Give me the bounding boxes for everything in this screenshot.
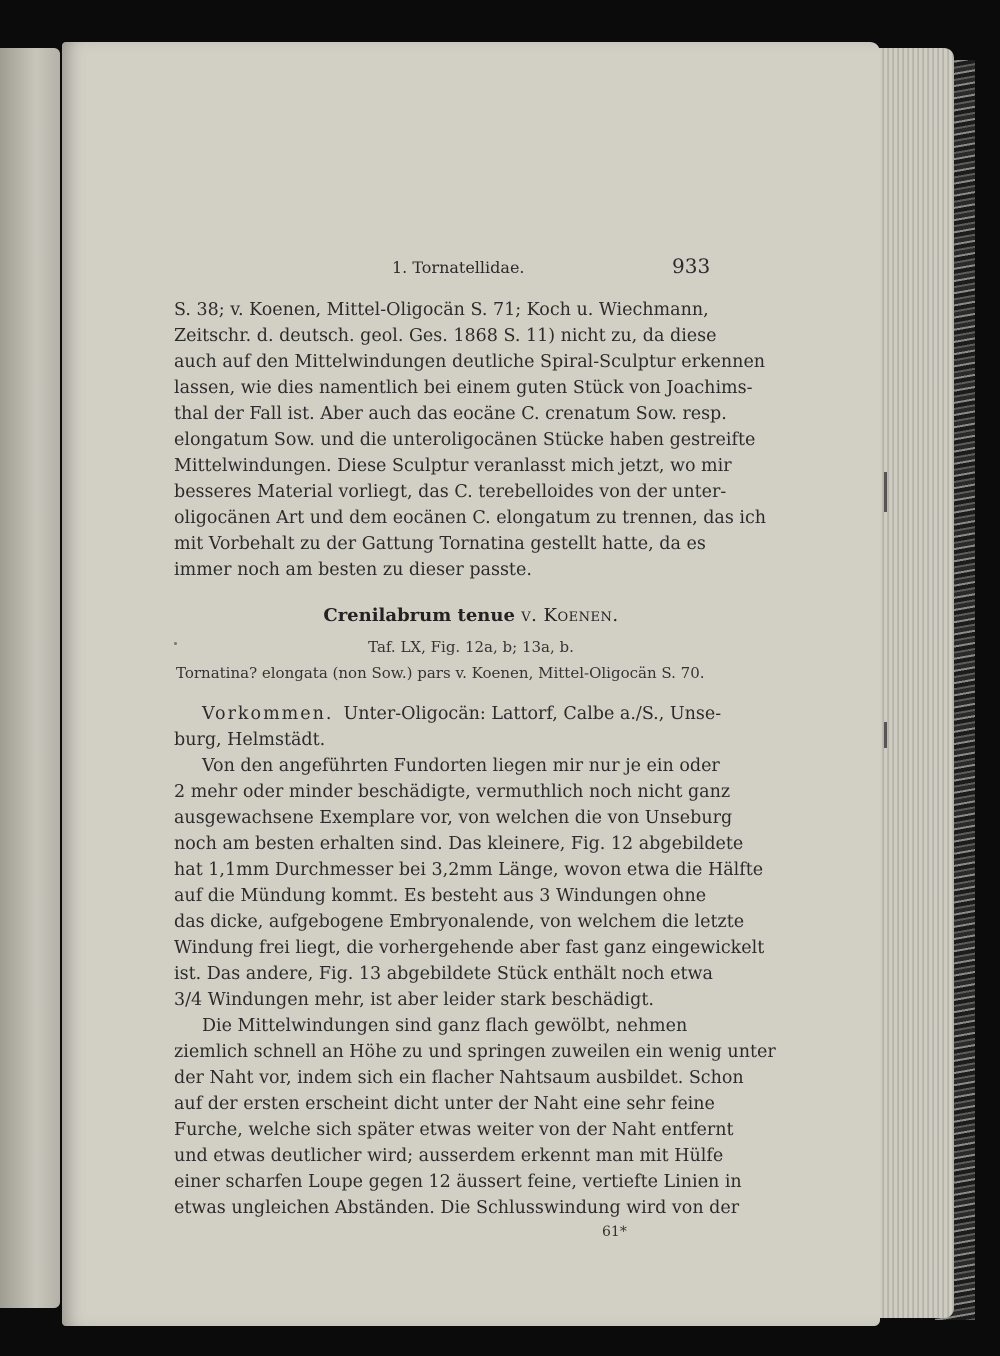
species-name: Crenilabrum tenue [323, 605, 515, 626]
text-line: 3/4 Windungen mehr, ist aber leider stark beschädigt. [174, 990, 654, 1010]
occurrence-label: Vorkommen. [202, 704, 334, 724]
text-line: Furche, welche sich später etwas weiter von der Naht entfernt [174, 1120, 734, 1140]
text-line: das dicke, aufgebogene Embryonalende, von welchem die letzte [174, 912, 745, 932]
text-line: Die Mittelwindungen sind ganz flach gewölbt, nehmen [202, 1016, 688, 1036]
text-line: einer scharfen Loupe gegen 12 äussert feine, vertiefte Linien in [174, 1172, 742, 1192]
text-line: ausgewachsene Exemplare vor, von welchen die von Unseburg [174, 808, 733, 828]
text-line: burg, Helmstädt. [174, 730, 326, 750]
text-line: auf der ersten erscheint dicht unter der Naht eine sehr feine [174, 1094, 715, 1114]
text-line: etwas ungleichen Abständen. Die Schlusswindung wird von der [174, 1198, 740, 1218]
species-heading [62, 605, 880, 626]
text-line: und etwas deutlicher wird; ausserdem erkennt man mit Hülfe [174, 1146, 724, 1166]
text-line: noch am besten erhalten sind. Das kleinere, Fig. 12 abgebildete [174, 834, 744, 854]
text-line: Zeitschr. d. deutsch. geol. Ges. 1868 S. 11) nicht zu, da diese [174, 326, 717, 346]
plate-reference: Taf. LX, Fig. 12a, b; 13a, b. [368, 638, 574, 656]
text-line: elongatum Sow. und die unteroligocänen Stücke haben gestreifte [174, 430, 756, 450]
text-line: lassen, wie dies namentlich bei einem guten Stück von Joachims- [174, 378, 753, 398]
occurrence-line [202, 702, 722, 726]
synonymy-line: Tornatina? elongata (non Sow.) pars v. Koenen, Mittel-Oligocän S. 70. [176, 664, 705, 682]
text-line: 2 mehr oder minder beschädigte, vermuthlich noch nicht ganz [174, 782, 731, 802]
text-line: hat 1,1mm Durchmesser bei 3,2mm Länge, wovon etwa die Hälfte [174, 860, 764, 880]
running-title: 1. Tornatellidae. [392, 258, 525, 277]
text-line: immer noch am besten zu dieser passte. [174, 560, 532, 580]
text-line: S. 38; v. Koenen, Mittel-Oligocän S. 71; Koch u. Wiechmann, [174, 300, 709, 320]
occurrence-localities: Unter-Oligocän: Lattorf, Calbe a./S., Unse- [343, 704, 722, 724]
page-number: 933 [672, 254, 711, 278]
text-line: Windung frei liegt, die vorhergehende aber fast ganz eingewickelt [174, 938, 765, 958]
text-line: auch auf den Mittelwindungen deutliche Spiral-Sculptur erkennen [174, 352, 766, 372]
edge-mark [884, 472, 887, 512]
text-line: thal der Fall ist. Aber auch das eocäne C. crenatum Sow. resp. [174, 404, 727, 424]
left-page-edge [0, 48, 60, 1308]
text-line: mit Vorbehalt zu der Gattung Tornatina gestellt hatte, da es [174, 534, 706, 554]
text-line: Mittelwindungen. Diese Sculptur veranlasst mich jetzt, wo mir [174, 456, 732, 476]
signature-mark: 61* [602, 1224, 627, 1240]
text-line: besseres Material vorliegt, das C. terebelloides von der unter- [174, 482, 727, 502]
edge-mark [884, 722, 887, 748]
text-line: der Naht vor, indem sich ein flacher Nahtsaum ausbildet. Schon [174, 1068, 744, 1088]
text-line: ist. Das andere, Fig. 13 abgebildete Stück enthält noch etwa [174, 964, 713, 984]
page-stack-edges [870, 48, 954, 1318]
book-page [62, 42, 880, 1326]
text-line: ziemlich schnell an Höhe zu und springen zuweilen ein wenig unter [174, 1042, 776, 1062]
text-line: Von den angeführten Fundorten liegen mir nur je ein oder [202, 756, 720, 776]
text-line: oligocänen Art und dem eocänen C. elongatum zu trennen, das ich [174, 508, 767, 528]
text-line: auf die Mündung kommt. Es besteht aus 3 Windungen ohne [174, 886, 707, 906]
species-author: v. Koenen. [521, 605, 619, 626]
